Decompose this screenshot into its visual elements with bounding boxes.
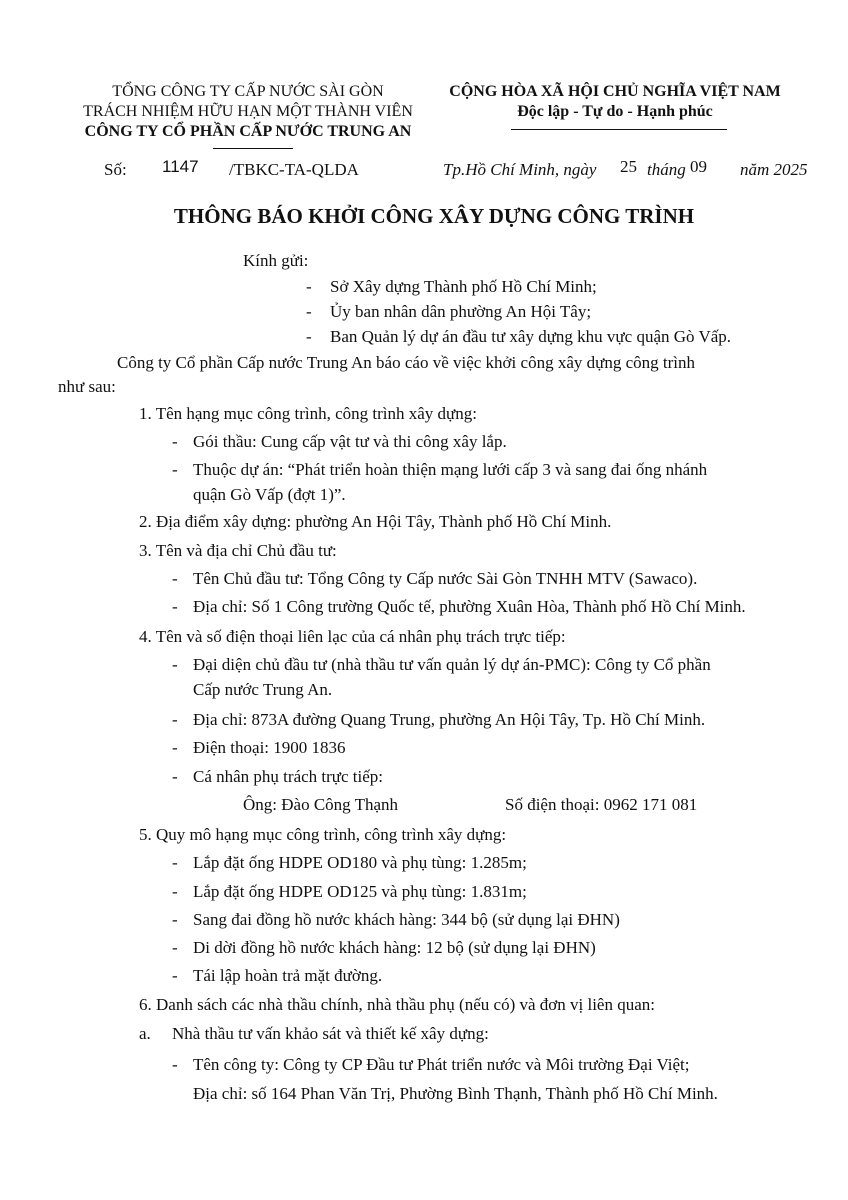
bullet-dash: -	[172, 853, 178, 872]
section-6a-marker: a.	[139, 1024, 151, 1043]
section-6a-company: Tên công ty: Công ty CP Đầu tư Phát triển nước và Môi trường Đại Việt;	[193, 1055, 690, 1074]
section-4-representative-line2: Cấp nước Trung An.	[193, 680, 333, 699]
header-left	[58, 82, 438, 142]
bullet-dash: -	[172, 767, 178, 786]
ref-code: /TBKC-TA-QLDA	[229, 160, 359, 179]
section-4-person-label: Cá nhân phụ trách trực tiếp:	[193, 767, 384, 786]
section-1-package: Gói thầu: Cung cấp vật tư và thi công xây lắp.	[193, 432, 507, 451]
date-year: năm 2025	[740, 160, 808, 179]
section-4-heading: 4. Tên và số điện thoại liên lạc của cá nhân phụ trách trực tiếp:	[139, 627, 566, 646]
section-6a-heading: Nhà thầu tư vấn khảo sát và thiết kế xây dựng:	[172, 1024, 489, 1043]
section-4-phone: Điện thoại: 1900 1836	[193, 738, 346, 757]
date-place: Tp.Hồ Chí Minh, ngày	[443, 160, 597, 179]
bullet-dash: -	[172, 460, 178, 479]
recipient-item: Ban Quản lý dự án đầu tư xây dựng khu vực quận Gò Vấp.	[330, 327, 732, 346]
bullet-dash: -	[172, 882, 178, 901]
bullet-dash: -	[172, 569, 178, 588]
section-5-item: Lắp đặt ống HDPE OD125 và phụ tùng: 1.831m;	[193, 882, 527, 901]
date-month: 09	[690, 157, 707, 176]
section-5-item: Sang đai đồng hồ nước khách hàng: 344 bộ (sử dụng lại ĐHN)	[193, 910, 620, 929]
section-4-representative-line1: Đại diện chủ đầu tư (nhà thầu tư vấn quản lý dự án-PMC): Công ty Cổ phần	[193, 655, 711, 674]
bullet-dash: -	[306, 302, 312, 321]
section-5-heading: 5. Quy mô hạng mục công trình, công trình xây dựng:	[139, 825, 507, 844]
section-6-heading: 6. Danh sách các nhà thầu chính, nhà thầu phụ (nếu có) và đơn vị liên quan:	[139, 995, 655, 1014]
bullet-dash: -	[172, 1055, 178, 1074]
section-4-person-name: Ông: Đào Công Thạnh	[243, 795, 399, 814]
bullet-dash: -	[172, 738, 178, 757]
bullet-dash: -	[306, 277, 312, 296]
section-1-heading: 1. Tên hạng mục công trình, công trình xây dựng:	[139, 404, 477, 423]
section-6a-address: Địa chỉ: số 164 Phan Văn Trị, Phường Bình Thạnh, Thành phố Hồ Chí Minh.	[193, 1084, 718, 1103]
date-day: 25	[620, 157, 637, 176]
recipients-label: Kính gửi:	[243, 251, 309, 270]
header-left-underline	[213, 148, 293, 149]
section-1-project-line2: quận Gò Vấp (đợt 1)”.	[193, 485, 346, 504]
recipient-item: Ủy ban nhân dân phường An Hội Tây;	[330, 302, 592, 321]
document-title: THÔNG BÁO KHỞI CÔNG XÂY DỰNG CÔNG TRÌNH	[173, 204, 695, 228]
section-1-project-line1: Thuộc dự án: “Phát triển hoàn thiện mạng lưới cấp 3 và sang đai ống nhánh	[193, 460, 708, 479]
parent-company-line2: TRÁCH NHIỆM HỮU HẠN MỘT THÀNH VIÊN	[83, 103, 413, 120]
bullet-dash: -	[172, 710, 178, 729]
intro-line1: Công ty Cổ phần Cấp nước Trung An báo cáo về việc khởi công xây dựng công trình	[117, 353, 695, 372]
bullet-dash: -	[306, 327, 312, 346]
bullet-dash: -	[172, 655, 178, 674]
date-month-label: tháng	[647, 160, 686, 179]
intro-line2: như sau:	[58, 377, 116, 396]
bullet-dash: -	[172, 432, 178, 451]
recipient-item: Sở Xây dựng Thành phố Hồ Chí Minh;	[330, 277, 597, 296]
national-title: CỘNG HÒA XÃ HỘI CHỦ NGHĨA VIỆT NAM	[449, 83, 781, 100]
section-2-heading: 2. Địa điểm xây dựng: phường An Hội Tây, Thành phố Hồ Chí Minh.	[139, 512, 612, 531]
bullet-dash: -	[172, 966, 178, 985]
section-3-owner-name: Tên Chủ đầu tư: Tổng Công ty Cấp nước Sài Gòn TNHH MTV (Sawaco).	[193, 569, 698, 588]
section-5-item: Tái lập hoàn trả mặt đường.	[193, 966, 383, 985]
header-right-underline	[511, 129, 727, 130]
section-5-item: Di dời đồng hồ nước khách hàng: 12 bộ (sử dụng lại ĐHN)	[193, 938, 596, 957]
section-4-address: Địa chỉ: 873A đường Quang Trung, phường An Hội Tây, Tp. Hồ Chí Minh.	[193, 710, 706, 729]
section-4-person-phone: Số điện thoại: 0962 171 081	[505, 795, 698, 814]
bullet-dash: -	[172, 938, 178, 957]
ref-number: 1147	[162, 157, 199, 176]
bullet-dash: -	[172, 597, 178, 616]
company-name: CÔNG TY CỔ PHẦN CẤP NƯỚC TRUNG AN	[84, 123, 412, 140]
national-motto: Độc lập - Tự do - Hạnh phúc	[517, 103, 713, 120]
section-5-item: Lắp đặt ống HDPE OD180 và phụ tùng: 1.285m;	[193, 853, 527, 872]
parent-company-line1: TỔNG CÔNG TY CẤP NƯỚC SÀI GÒN	[112, 83, 384, 100]
header-right	[432, 82, 798, 122]
section-3-heading: 3. Tên và địa chỉ Chủ đầu tư:	[139, 541, 337, 560]
section-3-owner-address: Địa chỉ: Số 1 Công trường Quốc tế, phường Xuân Hòa, Thành phố Hồ Chí Minh.	[193, 597, 746, 616]
bullet-dash: -	[172, 910, 178, 929]
ref-prefix: Số:	[104, 160, 127, 179]
